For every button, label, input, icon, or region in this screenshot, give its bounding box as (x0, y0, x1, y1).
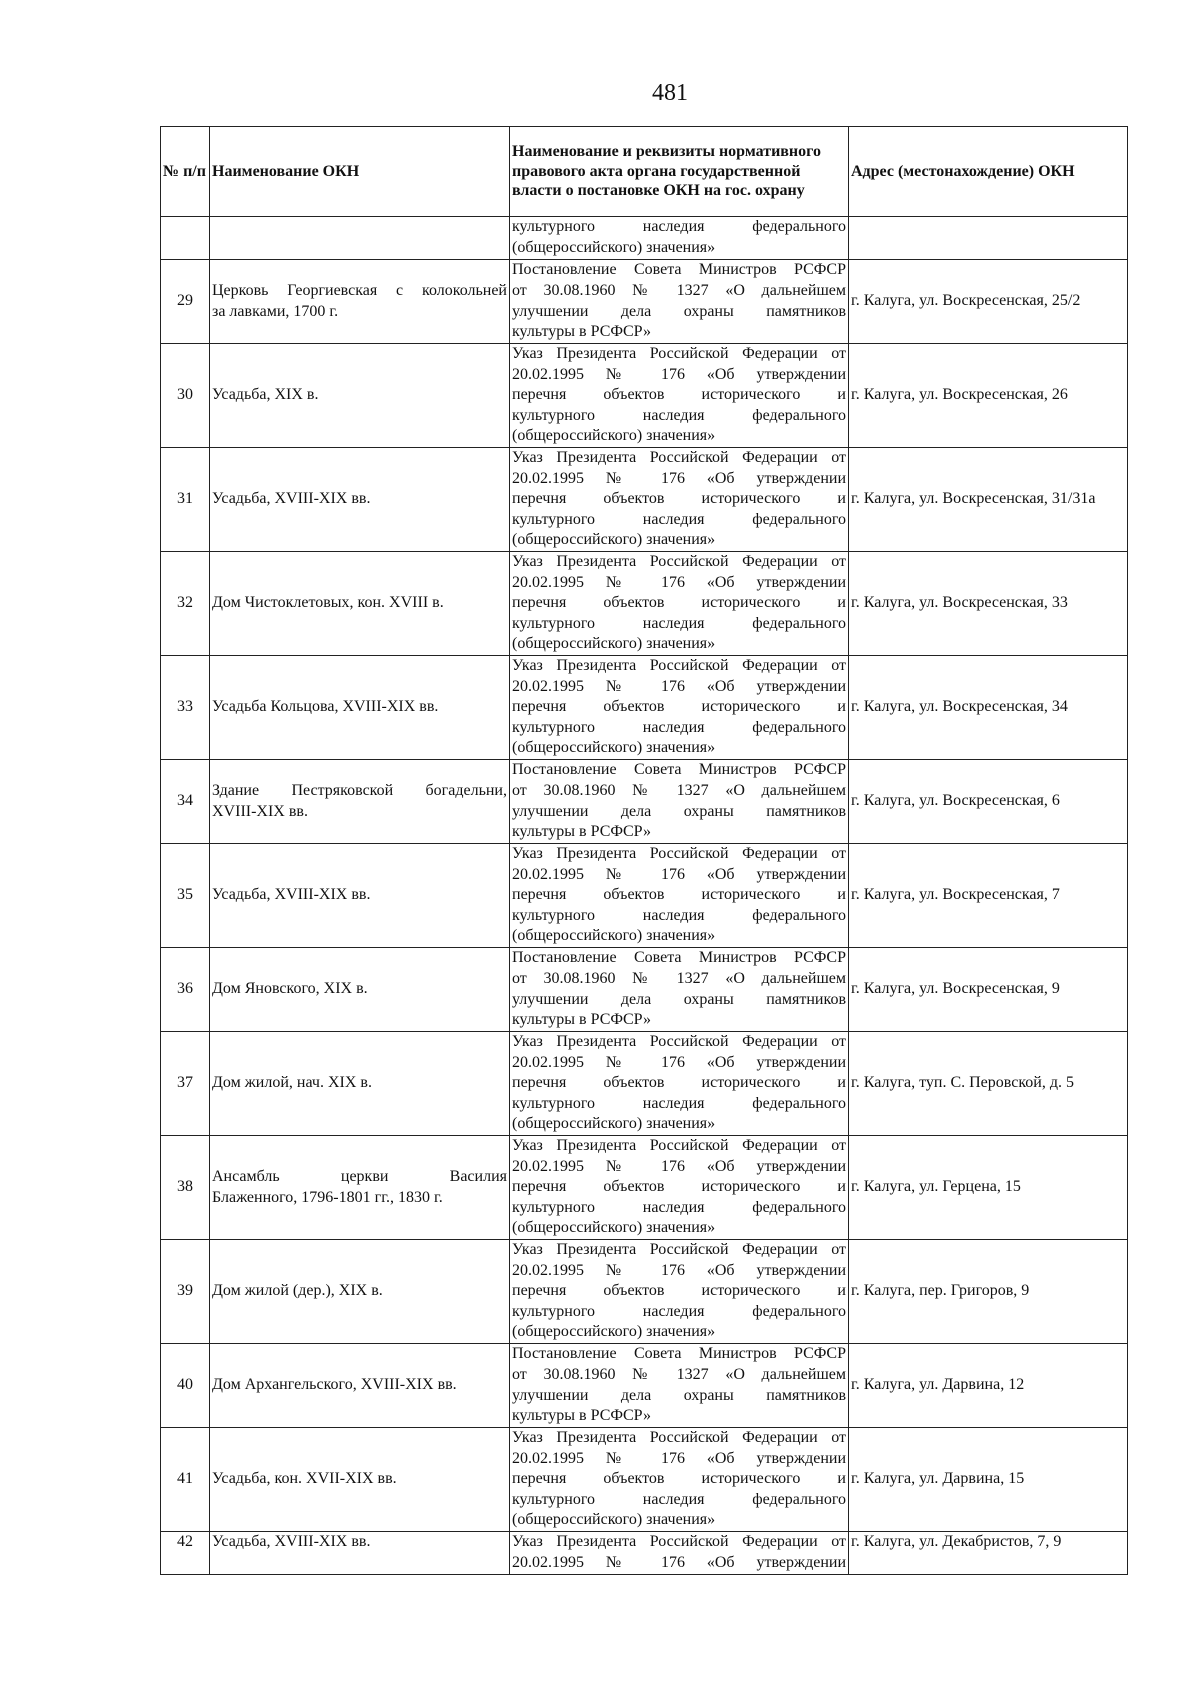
row-number: 41 (161, 1428, 210, 1532)
object-address: г. Калуга, ул. Воскресенская, 25/2 (849, 260, 1128, 344)
object-name: Дом жилой, нач. XIX в. (210, 1032, 510, 1136)
object-name: Усадьба, XVIII-XIX вв. (210, 1532, 510, 1575)
row-number: 38 (161, 1136, 210, 1240)
legal-act: Постановление Совета Министров РСФСР от 30.08.1960 № 1327 «О дальнейшем улучшении дела охраны памятников культуры в РСФСР» (510, 760, 849, 844)
object-name: Ансамбль церкви Василия Блаженного, 1796-1801 гг., 1830 г. (210, 1136, 510, 1240)
object-name: Усадьба, кон. XVII-XIX вв. (210, 1428, 510, 1532)
legal-act: Указ Президента Российской Федерации от 20.02.1995 № 176 «Об утверждении перечня объектов исторического и культурного наследия федерального (общероссийского) значения» (510, 552, 849, 656)
legal-act: Указ Президента Российской Федерации от 20.02.1995 № 176 «Об утверждении перечня объектов исторического и культурного наследия федерального (общероссийского) значения» (510, 844, 849, 948)
object-name: Дом Яновского, XIX в. (210, 948, 510, 1032)
table-row (161, 1428, 1128, 1532)
object-address: г. Калуга, ул. Воскресенская, 26 (849, 344, 1128, 448)
object-address: г. Калуга, ул. Дарвина, 12 (849, 1344, 1128, 1428)
header-num: № п/п (161, 127, 210, 217)
object-name: Здание Пестряковской богадельни, XVIII-XIX вв. (210, 760, 510, 844)
table-row (161, 760, 1128, 844)
page-number: 481 (652, 80, 688, 106)
legal-act: Указ Президента Российской Федерации от 20.02.1995 № 176 «Об утверждении перечня объектов исторического и культурного наследия федерального (общероссийского) значения» (510, 448, 849, 552)
legal-act: Указ Президента Российской Федерации от 20.02.1995 № 176 «Об утверждении (510, 1532, 849, 1575)
legal-act: Указ Президента Российской Федерации от 20.02.1995 № 176 «Об утверждении перечня объектов исторического и культурного наследия федерального (общероссийского) значения» (510, 1136, 849, 1240)
object-name: Дом Чистоклетовых, кон. XVIII в. (210, 552, 510, 656)
table-row (161, 344, 1128, 448)
table-row (161, 552, 1128, 656)
row-number: 37 (161, 1032, 210, 1136)
table-row (161, 948, 1128, 1032)
table-row (161, 260, 1128, 344)
object-name: Усадьба, XVIII-XIX вв. (210, 448, 510, 552)
table-header-row (161, 127, 1128, 217)
row-number: 40 (161, 1344, 210, 1428)
continuation-row (161, 217, 1128, 260)
object-name: Усадьба, XIX в. (210, 344, 510, 448)
object-address: г. Калуга, пер. Григоров, 9 (849, 1240, 1128, 1344)
table-row (161, 1240, 1128, 1344)
table-row (161, 1532, 1128, 1575)
object-address: г. Калуга, ул. Воскресенская, 7 (849, 844, 1128, 948)
legal-act: Постановление Совета Министров РСФСР от 30.08.1960 № 1327 «О дальнейшем улучшении дела охраны памятников культуры в РСФСР» (510, 1344, 849, 1428)
okn-table (160, 126, 1128, 1575)
object-address: г. Калуга, ул. Воскресенская, 31/31а (849, 448, 1128, 552)
header-address: Адрес (местонахождение) ОКН (849, 127, 1128, 217)
row-number: 35 (161, 844, 210, 948)
table-row (161, 656, 1128, 760)
table-row (161, 448, 1128, 552)
row-number: 32 (161, 552, 210, 656)
object-name: Усадьба Кольцова, XVIII-XIX вв. (210, 656, 510, 760)
legal-act: Указ Президента Российской Федерации от 20.02.1995 № 176 «Об утверждении перечня объектов исторического и культурного наследия федерального (общероссийского) значения» (510, 656, 849, 760)
row-number: 42 (161, 1532, 210, 1575)
table-row (161, 1032, 1128, 1136)
object-address: г. Калуга, ул. Дарвина, 15 (849, 1428, 1128, 1532)
object-address: г. Калуга, ул. Воскресенская, 6 (849, 760, 1128, 844)
legal-act: Постановление Совета Министров РСФСР от 30.08.1960 № 1327 «О дальнейшем улучшении дела охраны памятников культуры в РСФСР» (510, 260, 849, 344)
row-number: 29 (161, 260, 210, 344)
legal-act: Указ Президента Российской Федерации от 20.02.1995 № 176 «Об утверждении перечня объектов исторического и культурного наследия федерального (общероссийского) значения» (510, 1240, 849, 1344)
row-number: 30 (161, 344, 210, 448)
legal-act: Указ Президента Российской Федерации от 20.02.1995 № 176 «Об утверждении перечня объектов исторического и культурного наследия федерального (общероссийского) значения» (510, 344, 849, 448)
row-number: 33 (161, 656, 210, 760)
object-address: г. Калуга, ул. Воскресенская, 34 (849, 656, 1128, 760)
object-name: Церковь Георгиевская с колокольней за лавками, 1700 г. (210, 260, 510, 344)
legal-act: Постановление Совета Министров РСФСР от 30.08.1960 № 1327 «О дальнейшем улучшении дела охраны памятников культуры в РСФСР» (510, 948, 849, 1032)
table-body (161, 217, 1128, 1575)
table-row (161, 1136, 1128, 1240)
object-name: Дом жилой (дер.), XIX в. (210, 1240, 510, 1344)
table-row (161, 1344, 1128, 1428)
header-name: Наименование ОКН (210, 127, 510, 217)
row-number: 34 (161, 760, 210, 844)
object-address: г. Калуга, ул. Герцена, 15 (849, 1136, 1128, 1240)
row-number: 39 (161, 1240, 210, 1344)
legal-act: Указ Президента Российской Федерации от 20.02.1995 № 176 «Об утверждении перечня объектов исторического и культурного наследия федерального (общероссийского) значения» (510, 1428, 849, 1532)
object-address: г. Калуга, ул. Декабристов, 7, 9 (849, 1532, 1128, 1575)
object-address: г. Калуга, туп. С. Перовской, д. 5 (849, 1032, 1128, 1136)
legal-act: Указ Президента Российской Федерации от 20.02.1995 № 176 «Об утверждении перечня объектов исторического и культурного наследия федерального (общероссийского) значения» (510, 1032, 849, 1136)
row-number: 36 (161, 948, 210, 1032)
continuation-act: культурного наследия федерального (общероссийского) значения» (510, 217, 849, 260)
object-address: г. Калуга, ул. Воскресенская, 33 (849, 552, 1128, 656)
table-row (161, 844, 1128, 948)
object-name: Усадьба, XVIII-XIX вв. (210, 844, 510, 948)
row-number: 31 (161, 448, 210, 552)
header-act: Наименование и реквизиты нормативного правового акта органа государственной власти о постановке ОКН на гос. охрану (510, 127, 849, 217)
object-name: Дом Архангельского, XVIII-XIX вв. (210, 1344, 510, 1428)
object-address: г. Калуга, ул. Воскресенская, 9 (849, 948, 1128, 1032)
